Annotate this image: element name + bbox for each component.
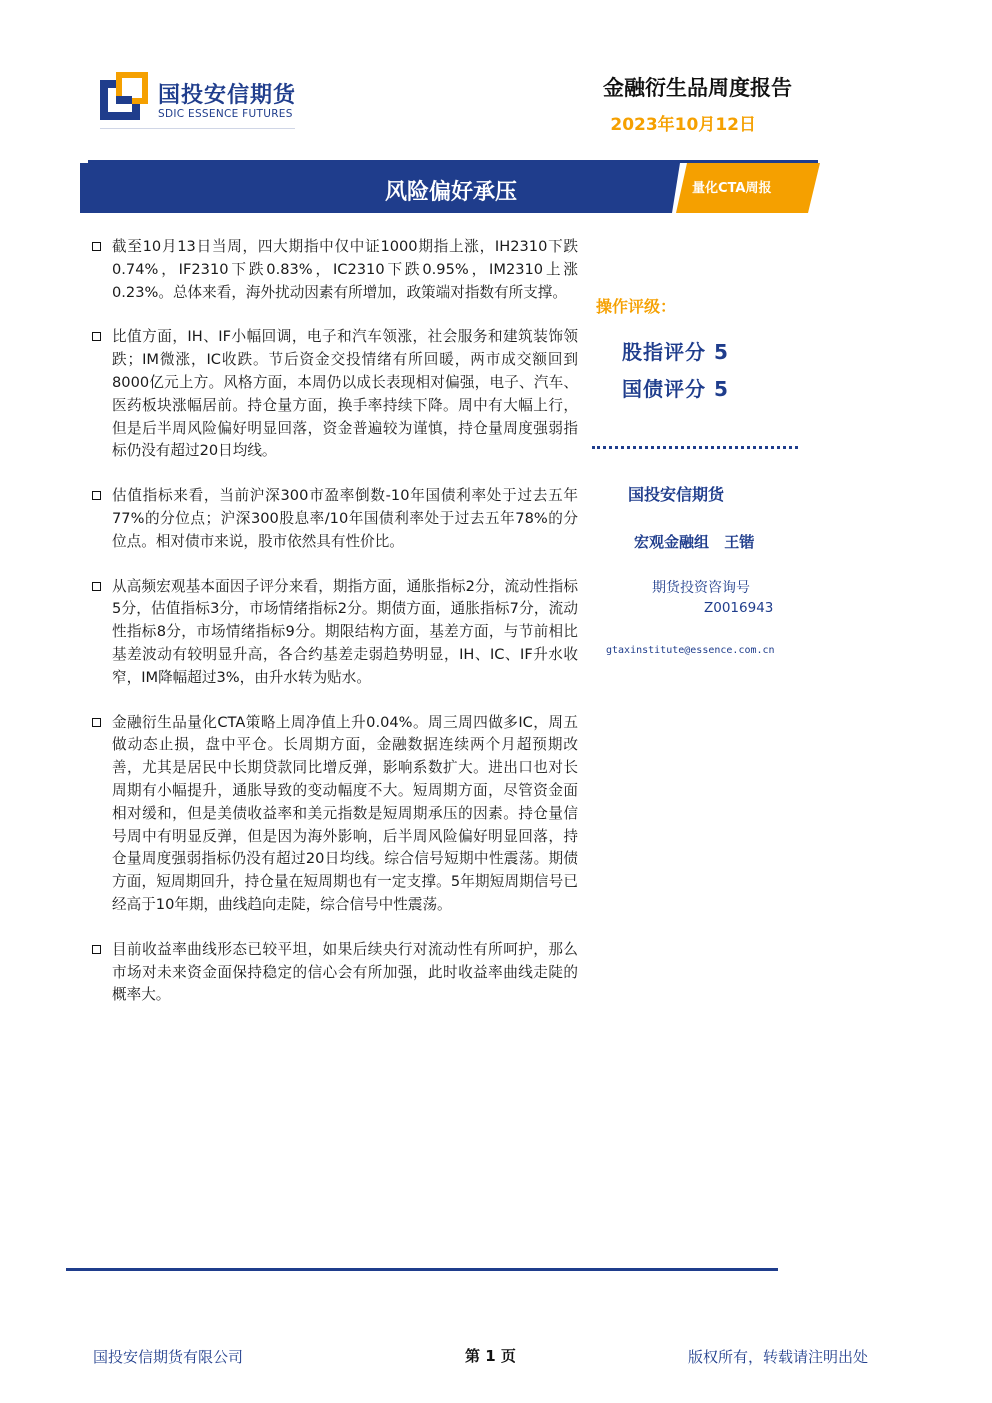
rating-label: 操作评级： bbox=[596, 297, 677, 316]
banner-tag: 量化CTA周报 bbox=[692, 181, 772, 196]
logo-text-cn: 国投安信期货 bbox=[158, 83, 297, 108]
bullet-item bbox=[90, 326, 578, 463]
checkbox-bullet-icon bbox=[92, 332, 101, 341]
summary-bullets bbox=[90, 236, 578, 1007]
footer-copyright: 版权所有，转载请注明出处 bbox=[688, 1348, 869, 1366]
banner-title: 风险偏好承压 bbox=[385, 180, 518, 205]
bullet-text: 目前收益率曲线形态已较平坦，如果后续央行对流动性有所呵护，那么市场对未来资金面保持稳定的信心会有所加强，此时收益率曲线走陡的概率大。 bbox=[112, 940, 578, 1004]
license-label: 期货投资咨询号 bbox=[652, 580, 750, 596]
contact-email[interactable]: gtaxinstitute@essence.com.cn bbox=[606, 645, 775, 656]
checkbox-bullet-icon bbox=[92, 945, 101, 954]
bullet-text: 从高频宏观基本面因子评分来看，期指方面，通胀指标2分，流动性指标5分，估值指标3分，市场情绪指标2分。期债方面，通胀指标7分，流动性指标8分，市场情绪指标9分。期限结构方面，基差方面，与节前相比基差波动有较明显升高，各合约基差走弱趋势明显，IH、IC、IF升水收窄，IM降幅超过3%，由升水转为贴水。 bbox=[112, 577, 578, 686]
bullet-item bbox=[90, 236, 578, 304]
sidebar-dotted-divider bbox=[592, 446, 798, 449]
bullet-text: 截至10月13日当周，四大期指中仅中证1000期指上涨，IH2310下跌0.74%，IF2310下跌0.83%，IC2310下跌0.95%，IM2310上涨0.23%。总体来看，海外扰动因素有所增加，政策端对指数有所支撑。 bbox=[112, 238, 578, 301]
checkbox-bullet-icon bbox=[92, 582, 101, 591]
bullet-text: 估值指标来看，当前沪深300市盈率倒数-10年国债利率处于过去五年77%的分位点；沪深300股息率/10年国债利率处于过去五年78%的分位点。相对债市来说，股市依然具有性价比。 bbox=[112, 487, 578, 550]
sidebar-company: 国投安信期货 bbox=[628, 485, 725, 504]
report-date: 2023年10月12日 bbox=[610, 115, 756, 135]
checkbox-bullet-icon bbox=[92, 242, 101, 251]
footer-rule bbox=[66, 1268, 778, 1271]
title-banner bbox=[80, 163, 820, 213]
logo-mark-icon bbox=[100, 72, 148, 120]
bullet-item bbox=[90, 712, 578, 917]
stock-index-rating: 股指评分 5 bbox=[622, 340, 729, 364]
sidebar-author: 宏观金融组 王锴 bbox=[634, 533, 755, 551]
bullet-item bbox=[90, 576, 578, 690]
treasury-rating: 国债评分 5 bbox=[622, 377, 729, 401]
bullet-text: 金融衍生品量化CTA策略上周净值上升0.04%。周三周四做多IC，周五做动态止损，盘中平仓。长周期方面，金融数据连续两个月超预期改善，尤其是居民中长期贷款同比增反弹，影响系数扩大。进出口也对长周期有小幅提升，通胀导致的变动幅度不大。短周期方面，尽管资金面相对缓和，但是美债收益率和美元指数是短周期承压的因素。持仓量信号周中有明显反弹，但是因为海外影响，后半周风险偏好明显回落，持仓量周度强弱指标仍没有超过20日均线。综合信号短期中性震荡。期债方面，短周期回升，持仓量在短周期也有一定支撑。5年期短周期信号已经高于10年期，曲线趋向走陡，综合信号中性震荡。 bbox=[112, 713, 578, 913]
report-title: 金融衍生品周度报告 bbox=[603, 76, 792, 100]
license-number: Z0016943 bbox=[704, 600, 774, 616]
logo-text-en: SDIC ESSENCE FUTURES bbox=[158, 108, 293, 120]
checkbox-bullet-icon bbox=[92, 491, 101, 500]
checkbox-bullet-icon bbox=[92, 718, 101, 727]
bullet-item bbox=[90, 485, 578, 553]
logo-divider bbox=[100, 128, 295, 129]
page-number: 第 1 页 bbox=[465, 1347, 516, 1365]
footer-company: 国投安信期货有限公司 bbox=[93, 1348, 244, 1366]
company-logo bbox=[100, 72, 300, 132]
bullet-text: 比值方面，IH、IF小幅回调，电子和汽车领涨，社会服务和建筑装饰领跌；IM微涨，IC收跌。节后资金交投情绪有所回暖，两市成交额回到8000亿元上方。风格方面，本周仍以成长表现相对偏强，电子、汽车、医药板块涨幅居前。持仓量方面，换手率持续下降。周中有大幅上行，但是后半周风险偏好明显回落，资金普遍较为谨慎，持仓量周度强弱指标仍没有超过20日均线。 bbox=[112, 328, 578, 460]
bullet-item bbox=[90, 939, 578, 1007]
